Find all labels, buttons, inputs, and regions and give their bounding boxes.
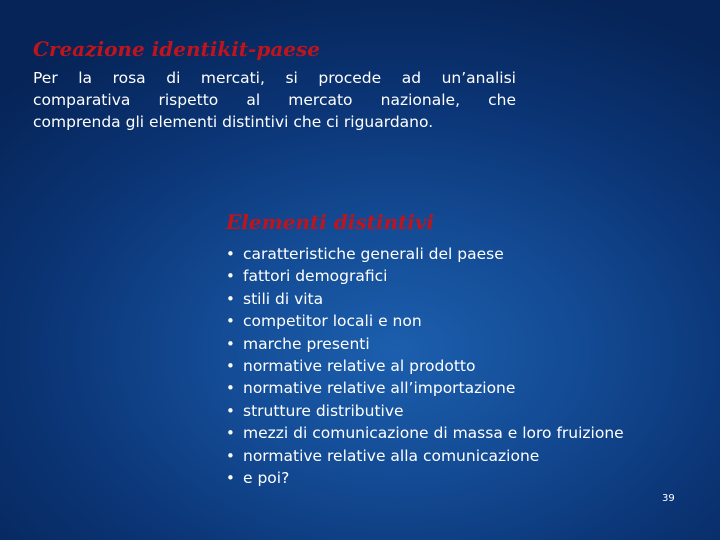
bullet-item	[226, 310, 624, 332]
bullet-item	[226, 467, 624, 489]
page-number: 39	[662, 493, 675, 504]
intro-paragraph	[33, 67, 516, 133]
bullet-text: normative relative al prodotto	[243, 357, 476, 376]
bullet-icon: •	[226, 401, 235, 420]
bullet-icon: •	[226, 312, 235, 331]
bullet-text: strutture distributive	[243, 401, 404, 420]
bullet-text: marche presenti	[243, 334, 370, 353]
bullet-text: normative relative alla comunicazione	[243, 446, 540, 465]
bullet-item	[226, 288, 624, 310]
bullet-item	[226, 355, 624, 377]
bullet-text: mezzi di comunicazione di massa e loro fruizione	[243, 424, 624, 443]
intro-line: comprenda gli elementi distintivi che ci riguardano.	[33, 113, 434, 131]
bullet-text: caratteristiche generali del paese	[243, 245, 504, 263]
bullet-icon: •	[226, 469, 235, 488]
bullet-icon: •	[226, 424, 235, 443]
bullet-item	[226, 377, 624, 399]
slide-title: Creazione identikit-paese	[33, 37, 320, 61]
intro-line: comparativa rispetto al mercato nazionale, che	[33, 91, 516, 109]
bullet-item	[226, 265, 624, 287]
bullet-item	[226, 243, 624, 265]
bullet-icon: •	[226, 446, 235, 465]
bullet-text: fattori demografici	[243, 267, 388, 286]
bullet-item	[226, 422, 624, 444]
bullet-icon: •	[226, 334, 235, 353]
bullet-icon: •	[226, 245, 235, 263]
bullet-icon: •	[226, 289, 235, 308]
intro-line: Per la rosa di mercati, si procede ad un’analisi	[33, 69, 516, 87]
section-title: Elementi distintivi	[226, 210, 435, 234]
bullet-text: competitor locali e non	[243, 312, 422, 331]
bullet-item	[226, 445, 624, 467]
bullet-list	[226, 243, 624, 489]
bullet-item	[226, 333, 624, 355]
bullet-text: stili di vita	[243, 289, 324, 308]
bullet-item	[226, 400, 624, 422]
bullet-icon: •	[226, 267, 235, 286]
bullet-icon: •	[226, 379, 235, 398]
bullet-text: normative relative all’importazione	[243, 379, 516, 398]
bullet-icon: •	[226, 357, 235, 376]
bullet-text: e poi?	[243, 469, 290, 488]
